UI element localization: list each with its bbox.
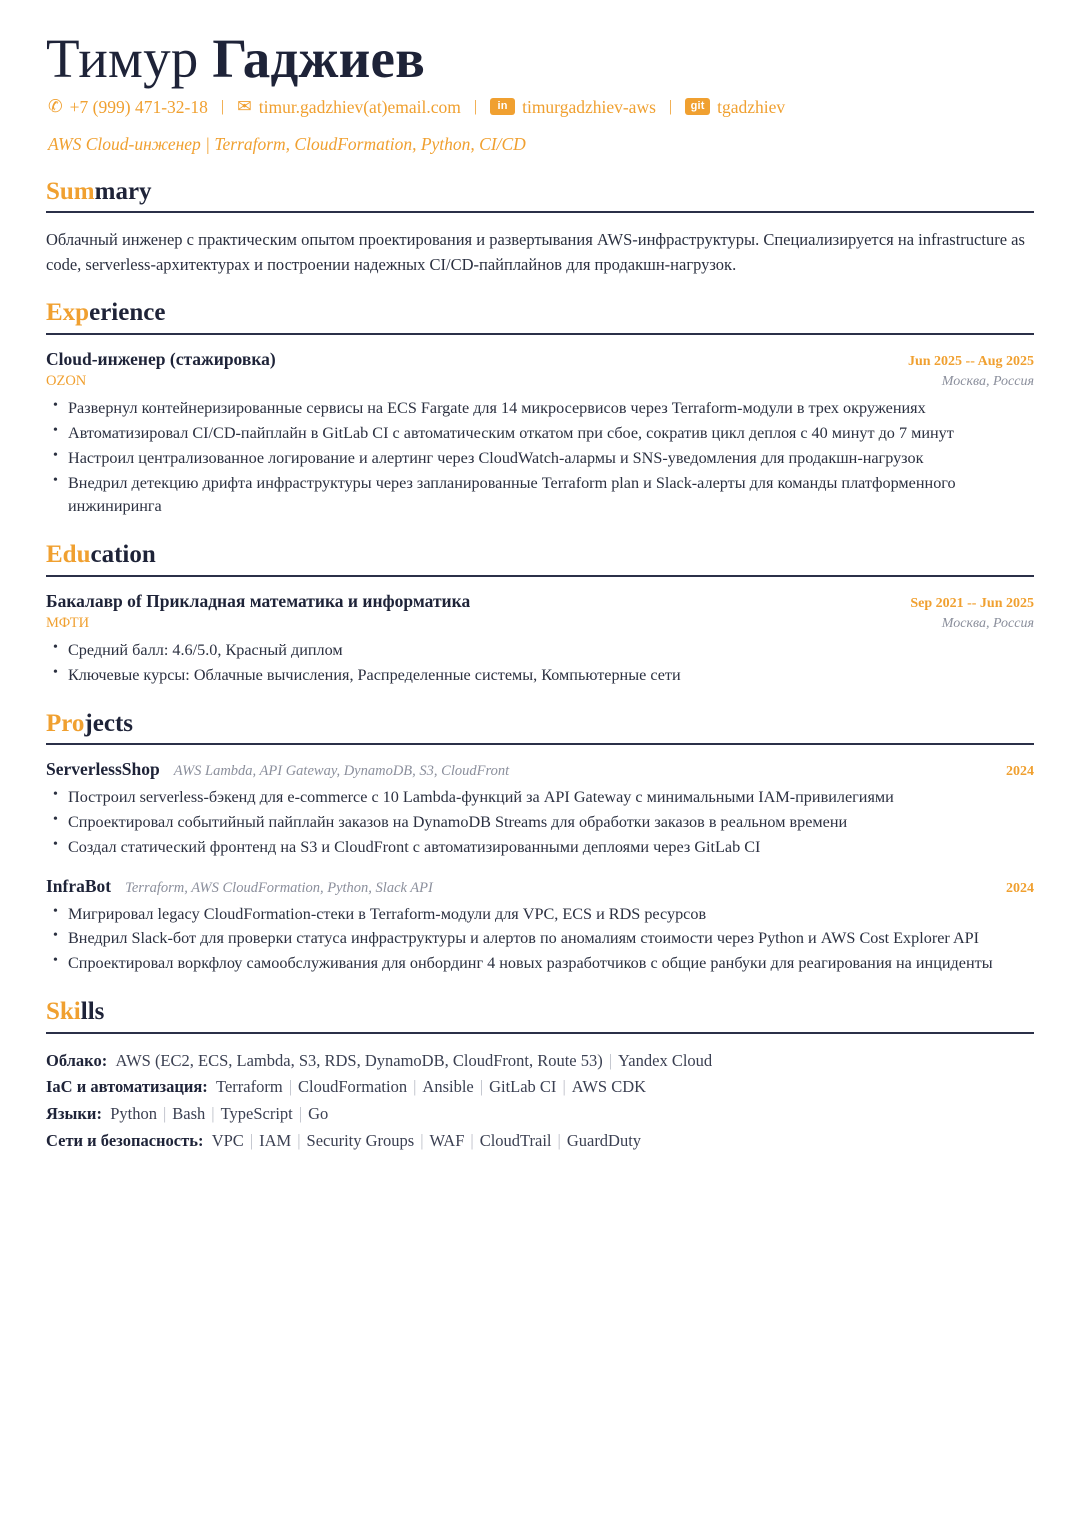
skill-item: Ansible: [422, 1077, 474, 1097]
skill-item: Python: [110, 1104, 157, 1123]
section-divider: [46, 1032, 1034, 1034]
section-title-summary: [46, 178, 1034, 206]
project-header-left: [46, 876, 433, 897]
skill-category-label: Сети и безопасность:: [46, 1130, 204, 1150]
contact-git[interactable]: [685, 94, 785, 120]
bullet-list: [46, 903, 1034, 976]
skill-item: AWS CDK: [571, 1077, 647, 1097]
section-title-rest: erience: [89, 299, 166, 327]
section-title-highlight: Pro: [46, 709, 85, 737]
contact-separator: |: [668, 97, 673, 115]
entry-title: Cloud-инженер (стажировка): [46, 348, 276, 369]
skill-item: WAF: [429, 1130, 465, 1150]
skill-separator: |: [562, 1077, 566, 1097]
skill-separator: |: [479, 1077, 484, 1097]
entry-location: Москва, Россия: [941, 615, 1034, 631]
candidate-name: [46, 28, 1034, 90]
bullet-item: • Внедрил детекцию дрифта инфраструктуры через запланированные Terraform plan и Slack-алерты для команды платформенного инжиниринга: [46, 472, 1034, 520]
entry-subheader: [46, 372, 1034, 391]
resume-entry: [46, 349, 1034, 519]
skill-row: [46, 1128, 1034, 1155]
section-title-rest: lls: [80, 998, 105, 1026]
section-title-highlight: Sum: [46, 177, 95, 205]
entry-location: Москва, Россия: [941, 373, 1034, 389]
resume-entry: [46, 591, 1034, 688]
bullet-item: • Построил serverless-бэкенд для e-commerce с 10 Lambda-функций за API Gateway с минимальными IAM-привилегиями: [46, 786, 1034, 810]
bullet-item: • Внедрил Slack-бот для проверки статуса инфраструктуры и алертов по аномалиям стоимости через Python и AWS Cost Explorer API: [46, 927, 1034, 951]
section-divider: [46, 575, 1034, 577]
bullet-item: • Автоматизировал CI/CD-пайплайн в GitLab CI с автоматическим откатом при сбое, сократив цикл деплоя с 40 минут до 7 минут: [46, 422, 1034, 446]
skill-separator: |: [420, 1130, 424, 1150]
section-title-education: [46, 541, 1034, 569]
contact-text: +7 (999) 471-32-18: [69, 96, 208, 117]
skill-separator: |: [211, 1104, 215, 1123]
skill-separator: |: [470, 1130, 474, 1150]
skill-item: CloudFormation: [298, 1077, 408, 1097]
skill-separator: |: [297, 1130, 301, 1150]
contact-text: timur.gadzhiev(at)email.com: [258, 96, 461, 117]
phone-icon: ✆: [48, 95, 63, 116]
section-title-highlight: Edu: [46, 541, 91, 569]
project-entry-list: [46, 759, 1034, 976]
envelope-icon: ✉: [237, 95, 252, 116]
section-experience: [46, 299, 1034, 519]
bullet-list: [46, 786, 1034, 859]
skill-separator: |: [608, 1050, 613, 1070]
summary-text: Облачный инженер с практическим опытом проектирования и развертывания AWS-инфраструктуры. Специализируется на infrastructure as code, serverless-архитектурах и построении надежных CI/CD-пайплайнов для продакшн-нагрузок.: [46, 230, 1025, 275]
skill-separator: |: [298, 1104, 303, 1123]
project-tech-stack: AWS Lambda, API Gateway, DynamoDB, S3, CloudFront: [173, 763, 510, 780]
bullet-list: [46, 639, 1034, 688]
skill-values: [115, 1051, 712, 1070]
git-icon: git: [685, 98, 710, 115]
project-name: InfraBot: [46, 875, 112, 896]
skill-row: [46, 1048, 1034, 1075]
contact-separator: |: [473, 97, 478, 115]
skill-item: GitLab CI: [489, 1077, 557, 1097]
section-title-rest: mary: [94, 177, 152, 205]
bullet-item: • Настроил централизованное логирование и алертинг через CloudWatch-алармы и SNS-уведомления для продакшн-нагрузок: [46, 447, 1034, 471]
entry-header: [46, 349, 1034, 371]
contact-linkedin[interactable]: [490, 94, 656, 120]
bullet-list: [46, 397, 1034, 519]
project-year: 2024: [1006, 880, 1034, 896]
bullet-item: • Спроектировал воркфлоу самообслуживания для онбординг 4 новых разработчиков с общие ранбуки для реагирования на инциденты: [46, 952, 1034, 976]
skill-category-label: IaC и автоматизация:: [46, 1077, 208, 1097]
bullet-item: • Ключевые курсы: Облачные вычисления, Распределенные системы, Компьютерные сети: [46, 664, 1034, 688]
contact-text: tgadzhiev: [717, 96, 786, 117]
section-summary: [46, 178, 1034, 278]
skill-values: [110, 1104, 328, 1123]
section-education: [46, 541, 1034, 688]
contact-line: [48, 94, 1034, 120]
entry-subheader: [46, 614, 1034, 633]
bullet-item: • Средний балл: 4.6/5.0, Красный диплом: [46, 639, 1034, 663]
skill-item: Bash: [172, 1104, 206, 1123]
contact-separator: |: [220, 97, 225, 115]
section-title-rest: cation: [90, 541, 156, 569]
skill-item: Security Groups: [306, 1130, 415, 1150]
skill-row: [46, 1101, 1034, 1128]
section-projects: [46, 710, 1034, 976]
entry-organization: OZON: [46, 372, 87, 389]
contact-text: timurgadzhiev-aws: [522, 96, 656, 117]
project-header: [46, 759, 1034, 780]
skill-values: [212, 1131, 641, 1150]
entry-date: Sep 2021 -- Jun 2025: [910, 595, 1034, 611]
resume-header: [46, 28, 1034, 156]
linkedin-icon: in: [490, 98, 515, 115]
skill-separator: |: [162, 1104, 167, 1123]
project-entry: [46, 759, 1034, 859]
skill-item: Terraform: [216, 1077, 283, 1097]
first-name: Тимур: [46, 28, 199, 89]
bullet-item: • Развернул контейнеризированные сервисы на ECS Fargate для 14 микросервисов через Terraform-модули в трех окружениях: [46, 397, 1034, 421]
project-header: [46, 876, 1034, 897]
section-title-projects: [46, 710, 1034, 738]
skill-separator: |: [557, 1130, 561, 1150]
entry-organization: МФТИ: [46, 614, 90, 631]
project-tech-stack: Terraform, AWS CloudFormation, Python, Slack API: [125, 879, 433, 896]
skill-item: CloudTrail: [479, 1130, 552, 1150]
skill-separator: |: [288, 1077, 292, 1097]
skill-item: GuardDuty: [566, 1130, 642, 1150]
section-title-rest: jects: [84, 709, 133, 737]
entry-title: Бакалавр of Прикладная математика и информатика: [46, 590, 471, 611]
last-name: Гаджиев: [212, 28, 425, 89]
skill-category-label: Языки:: [46, 1104, 102, 1123]
entry-date: Jun 2025 -- Aug 2025: [907, 353, 1034, 369]
skill-values: [216, 1077, 646, 1096]
contact-envelope[interactable]: [237, 94, 461, 120]
skill-separator: |: [413, 1077, 417, 1097]
skill-item: Go: [308, 1104, 329, 1123]
experience-entry-list: [46, 349, 1034, 519]
section-title-highlight: Ski: [46, 998, 81, 1026]
bullet-item: • Создал статический фронтенд на S3 и CloudFront с автоматизированными деплоями через GitLab CI: [46, 836, 1034, 860]
entry-header: [46, 591, 1034, 613]
section-title-highlight: Exp: [46, 299, 90, 327]
skill-item: AWS (EC2, ECS, Lambda, S3, RDS, DynamoDB, CloudFront, Route 53): [115, 1050, 603, 1070]
education-entry-list: [46, 591, 1034, 688]
section-skills: [46, 998, 1034, 1154]
skills-list: [46, 1048, 1034, 1155]
skill-item: IAM: [259, 1130, 292, 1150]
skill-separator: |: [249, 1130, 254, 1150]
skill-item: Yandex Cloud: [618, 1050, 713, 1070]
skill-item: TypeScript: [220, 1104, 293, 1123]
bullet-item: • Спроектировал событийный пайплайн заказов на DynamoDB Streams для обработки заказов в реальном времени: [46, 811, 1034, 835]
skill-item: VPC: [211, 1130, 244, 1150]
section-title-experience: [46, 299, 1034, 327]
skill-category-label: Облако:: [46, 1050, 108, 1070]
section-title-skills: [46, 998, 1034, 1026]
project-entry: [46, 876, 1034, 976]
skill-row: [46, 1074, 1034, 1101]
contact-phone[interactable]: [48, 94, 208, 120]
section-divider: [46, 211, 1034, 213]
section-divider: [46, 743, 1034, 745]
project-name: ServerlessShop: [46, 759, 160, 780]
bullet-item: • Мигрировал legacy CloudFormation-стеки в Terraform-модули для VPC, ECS и RDS ресурсов: [46, 903, 1034, 927]
project-header-left: [46, 759, 509, 780]
project-year: 2024: [1006, 764, 1034, 780]
section-divider: [46, 333, 1034, 335]
headline-tagline: AWS Cloud-инженер | Terraform, CloudFormation, Python, CI/CD: [48, 133, 526, 154]
